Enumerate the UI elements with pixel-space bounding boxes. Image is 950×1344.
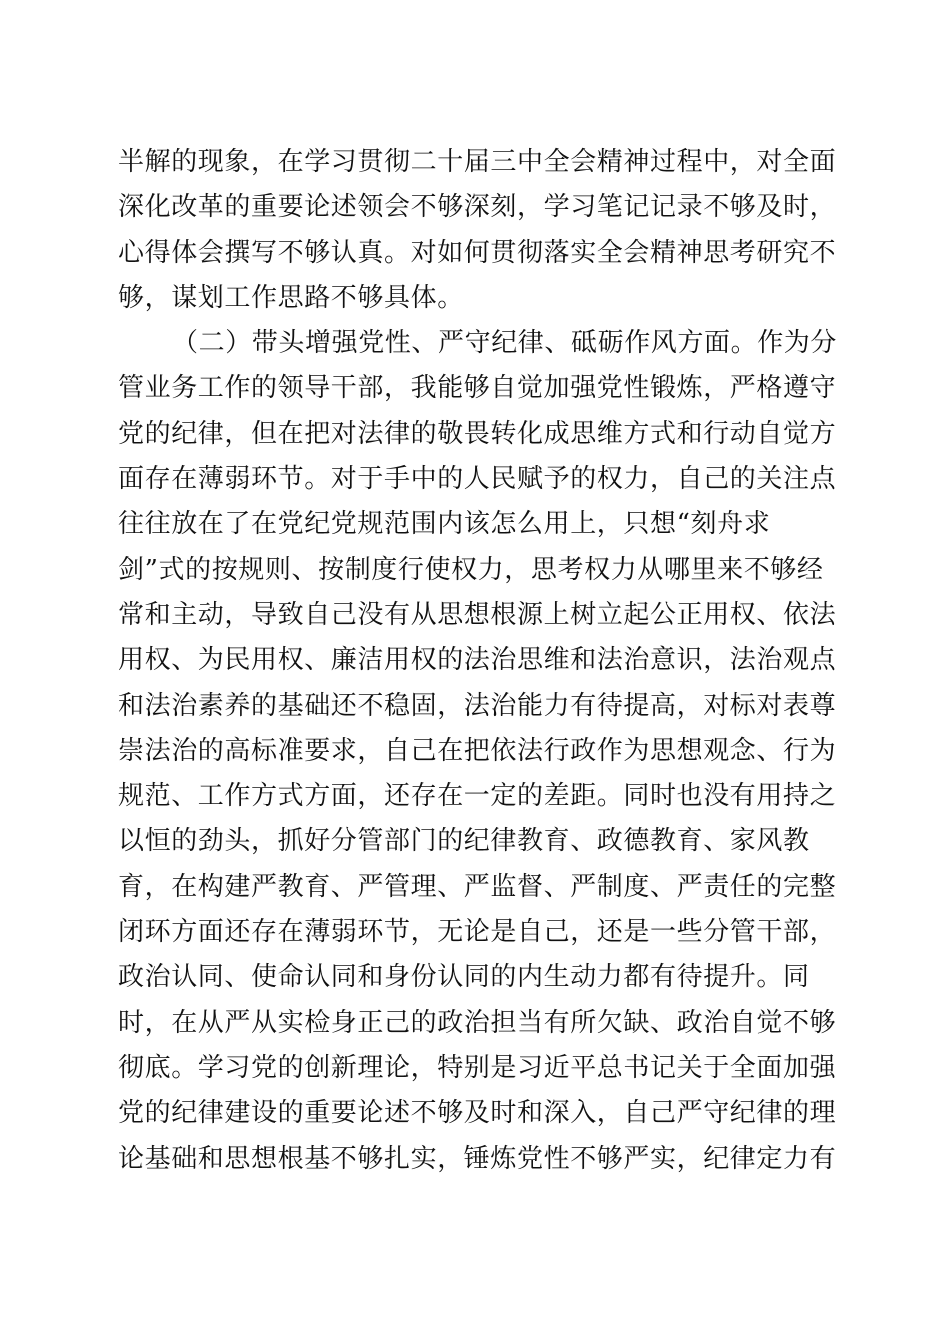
- text-line-14: 崇法治的高标准要求，自己在把依法行政作为思想观念、行为: [118, 735, 837, 766]
- text-line-11: 常和主动，导致自己没有从思想根源上树立起公正用权、依法: [118, 599, 837, 630]
- section-heading-line: （二）带头增强党性、严守纪律、砥砺作风方面。作为分: [172, 328, 838, 359]
- text-line-7: 党的纪律，但在把对法律的敬畏转化成思维方式和行动自觉方: [118, 418, 837, 449]
- body-text: [118, 140, 838, 1182]
- text-line-2: 深化改革的重要论述领会不够深刻，学习笔记记录不够及时，: [118, 192, 837, 223]
- text-line-19: 政治认同、使命认同和身份认同的内生动力都有待提升。同: [118, 962, 810, 993]
- text-line-4: 够，谋划工作思路不够具体。: [118, 282, 464, 313]
- text-line-1: 半解的现象，在学习贯彻二十届三中全会精神过程中，对全面: [118, 147, 837, 177]
- text-line-9: 往往放在了在党纪党规范围内该怎么用上，只想“刻舟求: [118, 509, 771, 540]
- text-line-13: 和法治素养的基础还不稳固，法治能力有待提高，对标对表尊: [118, 690, 837, 721]
- text-line-22: 党的纪律建设的重要论述不够及时和深入，自己严守纪律的理: [118, 1098, 837, 1129]
- text-line-21: 彻底。学习党的创新理论，特别是习近平总书记关于全面加强: [118, 1052, 837, 1083]
- text-line-18: 闭环方面还存在薄弱环节，无论是自己，还是一些分管干部，: [118, 917, 837, 948]
- text-line-12: 用权、为民用权、廉洁用权的法治思维和法治意识，法治观点: [118, 645, 837, 676]
- text-line-3: 心得体会撰写不够认真。对如何贯彻落实全会精神思考研究不: [118, 237, 837, 268]
- text-line-16: 以恒的劲头，抓好分管部门的纪律教育、政德教育、家风教: [118, 826, 810, 857]
- text-line-20: 时，在从严从实检身正己的政治担当有所欠缺、政治自觉不够: [118, 1007, 837, 1038]
- text-line-10: 剑”式的按规则、按制度行使权力，思考权力从哪里来不够经: [118, 554, 824, 585]
- text-line-6: 管业务工作的领导干部，我能够自觉加强党性锻炼，严格遵守: [118, 373, 837, 404]
- text-line-15: 规范、工作方式方面，还存在一定的差距。同时也没有用持之: [118, 781, 837, 812]
- text-line-23: 论基础和思想根基不够扎实，锤炼党性不够严实，纪律定力有: [118, 1143, 837, 1174]
- text-line-17: 育，在构建严教育、严管理、严监督、严制度、严责任的完整: [118, 871, 837, 902]
- text-line-8: 面存在薄弱环节。对于手中的人民赋予的权力，自己的关注点: [118, 464, 837, 495]
